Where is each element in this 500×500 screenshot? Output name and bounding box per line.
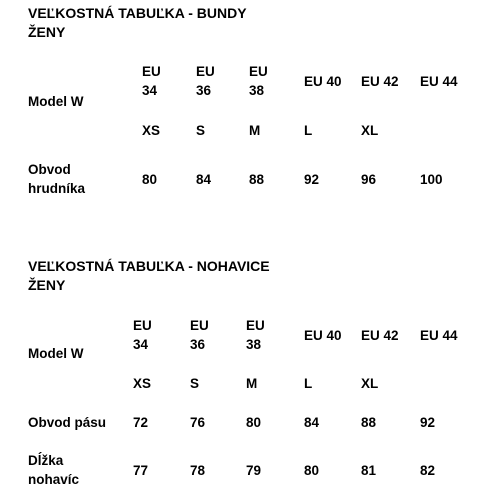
pants-waist-value: 84 [304, 415, 320, 430]
jackets-chest-value: 80 [142, 172, 158, 187]
pants-length-value: 78 [190, 463, 206, 478]
pants-length-label: Dĺžka nohavíc [28, 453, 80, 487]
pants-length-value: 79 [246, 463, 262, 478]
jackets-letter-size-m: M [249, 123, 261, 138]
pants-length-value: 77 [133, 463, 149, 478]
pants-length-value: 81 [361, 463, 377, 478]
pants-waist-label: Obvod pásu [28, 415, 107, 430]
pants-eu-size-42: EU 42 [361, 328, 399, 343]
pants-waist-value: 80 [246, 415, 262, 430]
pants-length-value: 82 [420, 463, 436, 478]
pants-waist-value: 88 [361, 415, 377, 430]
pants-model-label: Model W [28, 346, 84, 361]
pants-waist-value: 92 [420, 415, 436, 430]
pants-eu-size-38: EU 38 [246, 318, 265, 352]
pants-eu-size-44: EU 44 [420, 328, 458, 343]
pants-table-title: VEĽKOSTNÁ TABUĽKA - NOHAVICE [28, 258, 270, 274]
jackets-model-label: Model W [28, 94, 84, 109]
pants-letter-size-m: M [246, 376, 258, 391]
pants-letter-size-l: L [304, 376, 313, 391]
pants-eu-size-40: EU 40 [304, 328, 342, 343]
pants-waist-value: 76 [190, 415, 206, 430]
pants-eu-size-34: EU 34 [133, 318, 152, 352]
jackets-chest-value: 100 [420, 172, 443, 187]
jackets-letter-size-xl: XL [361, 123, 379, 138]
jackets-eu-size-34: EU 34 [142, 64, 161, 98]
jackets-letter-size-l: L [304, 123, 313, 138]
pants-eu-size-36: EU 36 [190, 318, 209, 352]
pants-waist-value: 72 [133, 415, 149, 430]
jackets-eu-size-36: EU 36 [196, 64, 215, 98]
jackets-chest-label: Obvod hrudníka [28, 162, 86, 196]
jackets-chest-value: 88 [249, 172, 265, 187]
jackets-chest-value: 96 [361, 172, 377, 187]
jackets-eu-size-44: EU 44 [420, 74, 458, 89]
jackets-eu-size-40: EU 40 [304, 74, 342, 89]
pants-letter-size-xs: XS [133, 376, 152, 391]
pants-letter-size-s: S [190, 376, 200, 391]
jackets-eu-size-38: EU 38 [249, 64, 268, 98]
pants-letter-size-xl: XL [361, 376, 379, 391]
jackets-table-title: VEĽKOSTNÁ TABUĽKA - BUNDY [28, 5, 247, 21]
jackets-chest-value: 84 [196, 172, 212, 187]
pants-length-value: 80 [304, 463, 320, 478]
pants-table-subtitle: ŽENY [28, 277, 66, 293]
jackets-eu-size-42: EU 42 [361, 74, 399, 89]
jackets-table-subtitle: ŽENY [28, 24, 66, 40]
jackets-chest-value: 92 [304, 172, 320, 187]
jackets-letter-size-s: S [196, 123, 206, 138]
jackets-letter-size-xs: XS [142, 123, 161, 138]
